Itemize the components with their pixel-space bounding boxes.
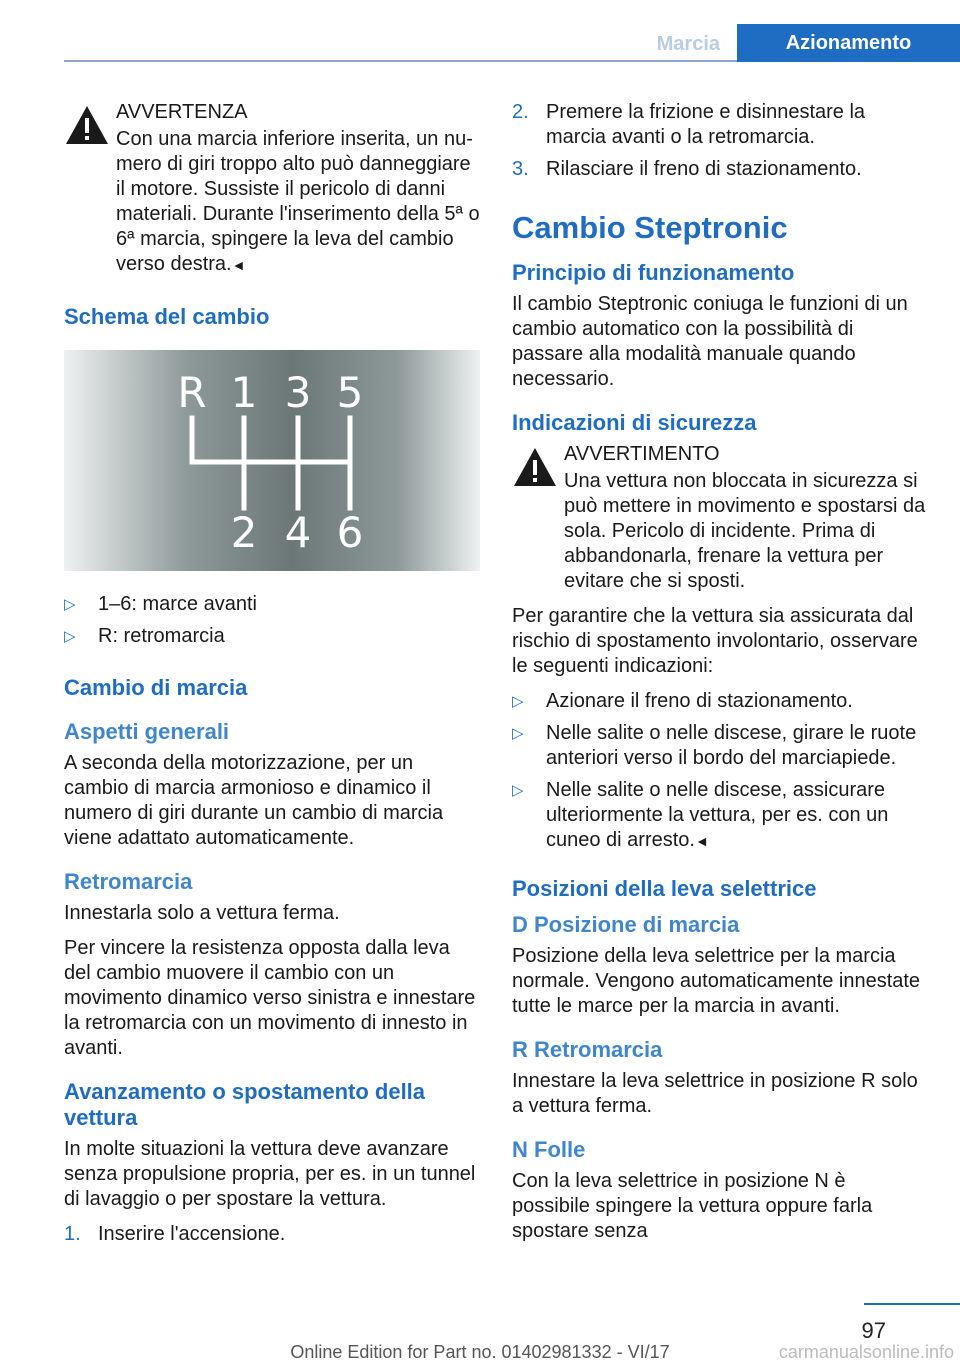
gear-label-2: 2 [230,508,258,557]
heading-principio: Principio di funzionamento [512,260,795,285]
paragraph-retro-2: Per vincere la resistenza opposta dalla leva del cambio muovere il cambio con un movimento dinamico verso sinistra e innestare la retromarcia con un movimento di innesto in avanti. [64,937,476,1059]
warning-text: Una vettura non bloccata in sicurezza si può mettere in movimento e spostarsi da sola. Pericolo di incidente. Prima di abbandonarla, frenare la vettura per evitare che si sposti. [564,470,926,592]
header-tab-azionamento: Azionamento [737,24,960,62]
watermark: carmanualsonline.info [778,1342,954,1362]
gear-label-r: R [177,368,207,417]
warning-text: Con una marcia inferiore inserita, un numero di giri troppo alto può danneggiare il motore. Sussiste il pericolo di danni materiali. Durante l'inserimento della 5ª o 6ª marcia, spingere la leva del cambio verso destra. [116,128,480,275]
heading-avanzamento: Avanzamento o spostamento della vettura [64,1079,426,1130]
warning-icon [512,444,558,490]
gear-label-4: 4 [284,508,312,557]
heading-d-posizione: D Posizione di marcia [512,912,740,937]
heading-cambio-marcia: Cambio di marcia [64,675,248,700]
gear-shift-diagram [64,350,480,571]
heading-posizioni: Posizioni della leva selettrice [512,876,817,901]
warning-avvertimento [512,442,928,594]
paragraph-avanzamento: In molte situazioni la vettura deve avanzare senza propulsione propria, per es. in un tunnel di lavaggio o per spostare la vettura. [64,1138,476,1210]
heading-schema-cambio: Schema del cambio [64,304,270,329]
gear-label-1: 1 [230,368,258,417]
triangle-bullet-icon: ▷ [64,596,76,613]
list-item: ▷ Nelle salite o nelle discese, assicurare ulteriormente la vettura, per es. con un cuneo di arresto.◄ [512,779,889,851]
gear-label-3: 3 [284,368,312,417]
paragraph-principio: Il cambio Steptronic coniuga le funzioni di un cambio automatico con la possibilità di passare alla modalità manuale quando necessario. [512,293,908,390]
warning-icon [64,102,110,148]
footer-edition: Online Edition for Part no. 01402981332 - VI/17 [290,1342,670,1362]
list-item: ▷ 1–6: marce avanti [64,593,257,615]
heading-n-folle: N Folle [512,1137,586,1162]
list-item: 2. Premere la frizione e disinnestare la marcia avanti o la retromarcia. [512,101,866,148]
paragraph-garantire: Per garantire che la vettura sia assicurata dal rischio di spostamento involontario, osservare le seguenti indicazioni: [512,605,918,677]
warning-title: AVVERTENZA [116,101,248,123]
heading-cambio-steptronic: Cambio Steptronic [512,210,788,245]
triangle-bullet-icon: ▷ [512,693,524,710]
paragraph-aspetti: A seconda della motorizzazione, per un cambio di marcia armonioso e dinamico il numero di giri durante un cambio di marcia viene adattato automaticamente. [64,752,444,849]
footer-rule [864,1303,960,1305]
triangle-bullet-icon: ▷ [64,628,76,645]
list-item: ▷ R: retromarcia [64,625,225,647]
paragraph-retro-1: Innestarla solo a vettura ferma. [64,902,340,924]
end-mark: ◄ [231,257,246,273]
list-item: ▷ Nelle salite o nelle discese, girare le ruote anteriori verso il bordo del marciapiede. [512,722,917,769]
list-item: ▷ Azionare il freno di stazionamento. [512,690,853,712]
warning-title: AVVERTIMENTO [564,443,720,465]
left-column [64,100,480,1254]
paragraph-n: Con la leva selettrice in posizione N è possibile spingere la vettura oppure farla spostare senza [512,1170,873,1242]
page-number: 97 [861,1318,886,1343]
paragraph-r: Innestare la leva selettrice in posizione R solo a vettura ferma. [512,1070,918,1117]
heading-sicurezza: Indicazioni di sicurezza [512,410,757,435]
warning-avvertenza [64,100,480,278]
list-item: 3. Rilasciare il freno di stazionamento. [512,158,862,180]
triangle-bullet-icon: ▷ [512,725,524,742]
heading-r-retromarcia: R Retromarcia [512,1037,663,1062]
list-item: 1. Inserire l'accensione. [64,1223,286,1245]
right-column [512,100,928,1254]
heading-aspetti-generali: Aspetti generali [64,719,230,744]
triangle-bullet-icon: ▷ [512,782,524,799]
gear-label-6: 6 [336,508,364,557]
header-section-marcia: Marcia [656,33,720,55]
gear-label-5: 5 [336,368,364,417]
heading-retromarcia: Retromarcia [64,869,193,894]
end-mark: ◄ [694,833,709,849]
paragraph-d: Posizione della leva selettrice per la marcia normale. Vengono automaticamente innestate tutte le marce per la marcia in avanti. [512,945,921,1017]
